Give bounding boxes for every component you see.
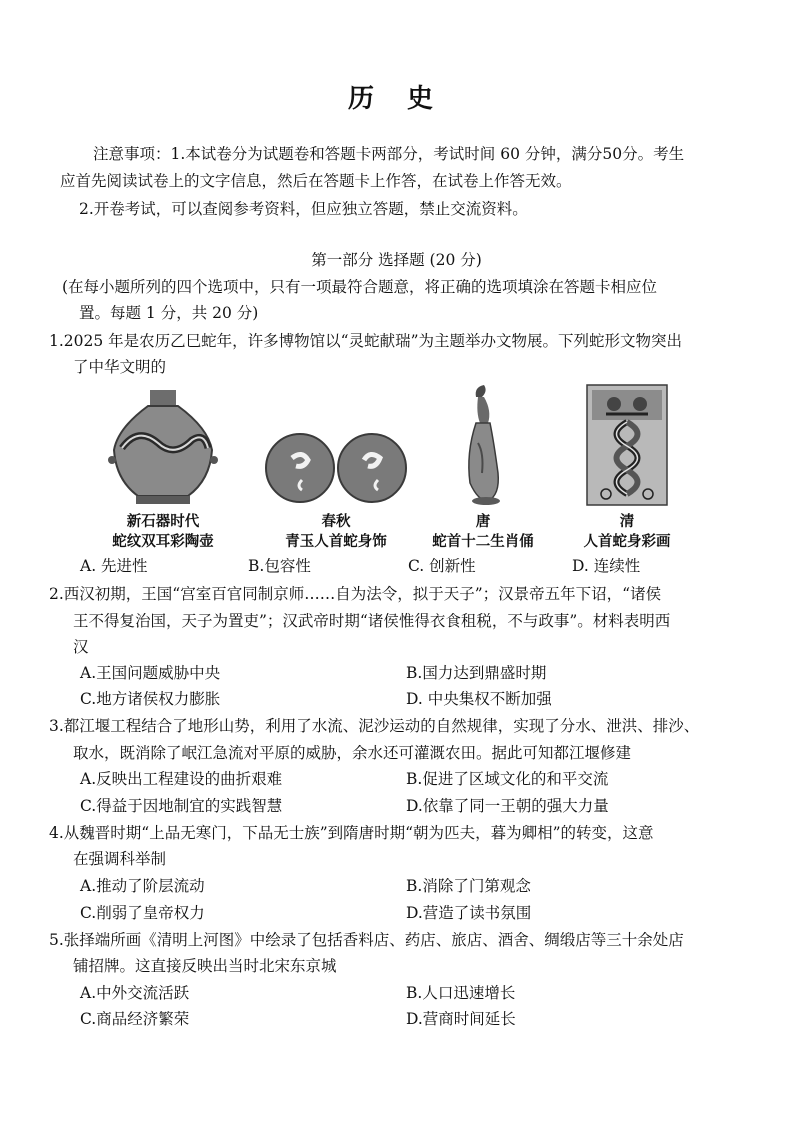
figure-3-name: 蛇首十二生肖俑 (432, 533, 534, 550)
page-title: 历 史 (347, 84, 446, 114)
question-2-option-c: C.地方诸侯权力膨胀 (80, 690, 221, 708)
figure-3-era: 唐 (475, 513, 491, 530)
question-3-line-2: 取水，既消除了岷江急流对平原的威胁，余水还可灌溉农田。据此可知都江堰修建 (73, 744, 632, 762)
question-2-line-2: 王不得复治国，天子为置吏”；汉武帝时期“诸侯惟得衣食租税，不与政事”。材料表明西 (73, 612, 671, 630)
question-1-line-2: 了中华文明的 (73, 358, 167, 376)
figure-4-era: 清 (619, 513, 635, 530)
jade-pendant-image (262, 428, 410, 508)
question-2-option-d: D. 中央集权不断加强 (406, 690, 552, 708)
question-5-line-1: 5.张择端所画《清明上河图》中绘录了包括香料店、药店、旅店、酒舍、绸缎店等三十余处店 (49, 931, 684, 949)
question-3-line-1: 3.都江堰工程结合了地形山势，利用了水流、泥沙运动的自然规律，实现了分水、泄洪、排沙、 (49, 717, 700, 735)
notice-line-3: 2.开卷考试，可以查阅参考资料，但应独立答题，禁止交流资料。 (79, 200, 528, 218)
question-5-option-b: B.人口迅速增长 (406, 984, 516, 1002)
question-1-option-a: A. 先进性 (80, 557, 148, 575)
zodiac-figurine-image (458, 383, 510, 507)
question-1-option-d: D. 连续性 (572, 557, 641, 575)
question-4-line-1: 4.从魏晋时期“上品无寒门，下品无士族”到隋唐时期“朝为匹夫，暮为卿相”的转变，这意 (49, 824, 654, 842)
figure-4-name: 人首蛇身彩画 (583, 533, 671, 550)
painting-image (586, 384, 668, 506)
question-3-option-b: B.促进了区域文化的和平交流 (406, 770, 609, 788)
question-4-line-2: 在强调科举制 (73, 850, 167, 868)
question-1-option-c: C. 创新性 (408, 557, 476, 575)
question-4-option-c: C.削弱了皇帝权力 (80, 904, 205, 922)
question-2-option-b: B.国力达到鼎盛时期 (406, 664, 547, 682)
question-1-option-b: B.包容性 (248, 557, 311, 575)
question-2-option-a: A.王国问题威胁中央 (80, 664, 221, 682)
question-5-option-c: C.商品经济繁荣 (80, 1010, 190, 1028)
question-5-line-2: 铺招牌。这直接反映出当时北宋东京城 (73, 957, 337, 975)
notice-line-2: 应首先阅读试卷上的文字信息，然后在答题卡上作答，在试卷上作答无效。 (60, 172, 572, 190)
figure-1-name: 蛇纹双耳彩陶壶 (112, 533, 214, 550)
question-4-option-b: B.消除了门第观念 (406, 877, 531, 895)
question-2-line-3: 汉 (73, 638, 89, 656)
section-instruction-2: 置。每题 1 分，共 20 分) (79, 304, 259, 322)
question-5-option-a: A.中外交流活跃 (80, 984, 190, 1002)
question-3-option-a: A.反映出工程建设的曲折艰难 (80, 770, 283, 788)
question-4-option-a: A.推动了阶层流动 (80, 877, 205, 895)
notice-line-1: 注意事项：1.本试卷分为试题卷和答题卡两部分，考试时间 60 分钟，满分50分。考生 (93, 145, 685, 163)
question-3-option-d: D.依靠了同一王朝的强大力量 (406, 797, 609, 815)
section-instruction-1: (在每小题所列的四个选项中，只有一项最符合题意，将正确的选项填涂在答题卡相应位 (62, 278, 658, 296)
figure-1-era: 新石器时代 (126, 513, 200, 530)
question-3-option-c: C.得益于因地制宜的实践智慧 (80, 797, 283, 815)
figure-2-era: 春秋 (321, 513, 351, 530)
figure-2-name: 青玉人首蛇身饰 (285, 533, 387, 550)
section-title: 第一部分 选择题 (20 分) (311, 251, 482, 269)
question-2-line-1: 2.西汉初期，王国“宫室百官同制京师……自为法令，拟于天子”；汉景帝五年下诏，“诸侯 (49, 585, 662, 603)
question-4-option-d: D.营造了读书氛围 (406, 904, 532, 922)
question-1-line-1: 1.2025 年是农历乙巳蛇年，许多博物馆以“灵蛇献瑞”为主题举办文物展。下列蛇形文物突出 (49, 332, 683, 350)
question-5-option-d: D.营商时间延长 (406, 1010, 516, 1028)
pottery-jar-image (108, 388, 218, 506)
